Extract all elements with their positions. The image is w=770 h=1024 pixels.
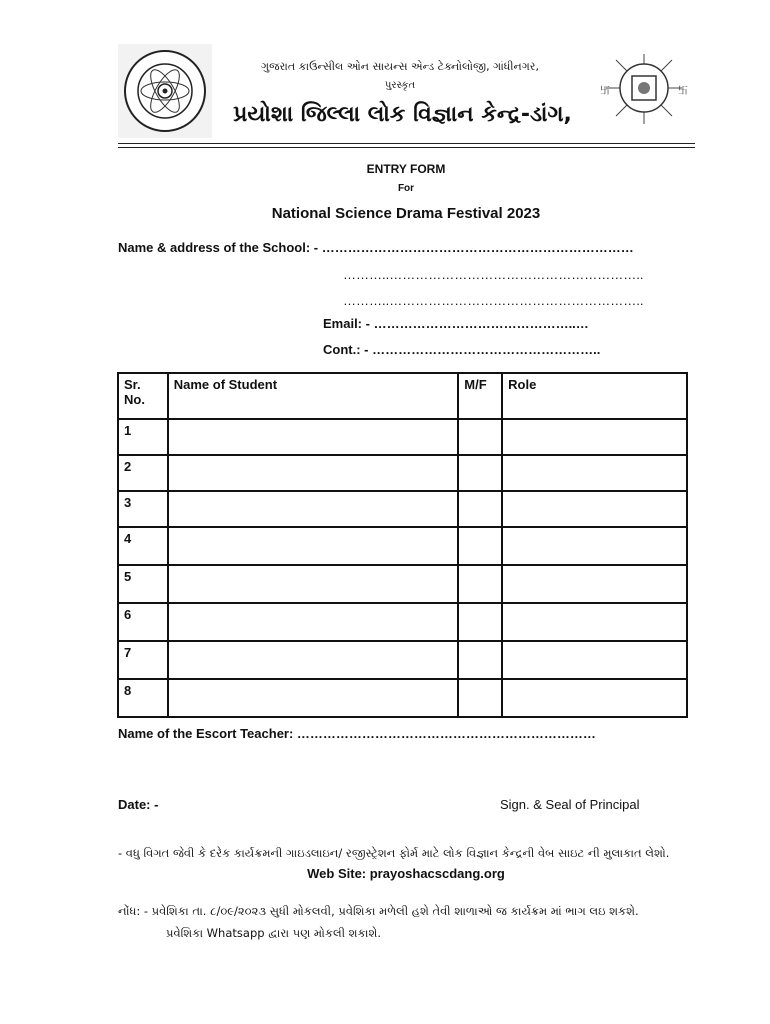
student-name-cell[interactable] [168, 603, 459, 641]
student-table [117, 372, 688, 718]
contact-field[interactable]: Cont.: - …………………………………………….. [323, 342, 601, 357]
role-cell[interactable] [502, 455, 687, 491]
header-rule [118, 143, 695, 144]
left-logo [118, 44, 212, 138]
sr-no: 1 [118, 419, 168, 455]
gender-cell[interactable] [458, 641, 502, 679]
svg-text:卐: 卐 [600, 86, 610, 97]
header-line2: પુરસ્કૃત [384, 80, 416, 91]
gender-cell[interactable] [458, 491, 502, 527]
header-title: પ્રયોશા જિલ્લા લોક વિજ્ઞાન કેન્દ્ર-ડાંગ, [233, 102, 572, 127]
sr-no: 4 [118, 527, 168, 565]
header-line1: ગુજરાત કાઉન્સીલ ઓન સાયન્સ એન્ડ ટેક્નોલોજી, ગાંધીનગર, [261, 60, 539, 73]
student-name-cell[interactable] [168, 455, 459, 491]
whatsapp-note: પ્રવેશિકા Whatsapp દ્વારા પણ મોકલી શકાશે. [166, 926, 382, 940]
gender-cell[interactable] [458, 565, 502, 603]
festival-title: National Science Drama Festival 2023 [271, 205, 541, 222]
table-row [118, 527, 687, 565]
header-rule-thin [118, 147, 695, 148]
gender-cell[interactable] [458, 455, 502, 491]
right-logo [592, 46, 696, 136]
table-row [118, 455, 687, 491]
column-header: Name of Student [168, 373, 459, 419]
gender-cell[interactable] [458, 527, 502, 565]
student-name-cell[interactable] [168, 491, 459, 527]
table-row [118, 641, 687, 679]
deadline-note: નોંધ: - પ્રવેશિકા તા. ૮/૦૯/૨૦૨૩ સુધી મોકલવી, પ્રવેશિકા મળેલી હશે તેવી શાળાઓ જ કાર્યક્રમ માં ભાગ લઇ શકશે. [118, 904, 639, 918]
student-name-cell[interactable] [168, 527, 459, 565]
gender-cell[interactable] [458, 603, 502, 641]
column-header: Role [502, 373, 687, 419]
table-header-row [118, 373, 687, 419]
sr-no: 7 [118, 641, 168, 679]
role-cell[interactable] [502, 491, 687, 527]
sr-no: 3 [118, 491, 168, 527]
student-name-cell[interactable] [168, 679, 459, 717]
column-header: Sr. No. [118, 373, 168, 419]
role-cell[interactable] [502, 419, 687, 455]
website-link[interactable]: Web Site: prayoshacscdang.org [307, 866, 505, 881]
form-heading: ENTRY FORM [366, 162, 446, 176]
role-cell[interactable] [502, 527, 687, 565]
role-cell[interactable] [502, 603, 687, 641]
gender-cell[interactable] [458, 679, 502, 717]
svg-text:卐: 卐 [678, 86, 688, 97]
student-name-cell[interactable] [168, 565, 459, 603]
sr-no: 8 [118, 679, 168, 717]
school-field[interactable]: Name & address of the School: - ……………………………………………………………… [118, 240, 634, 255]
column-header: M/F [458, 373, 502, 419]
table-row [118, 491, 687, 527]
form-for: For [397, 183, 415, 194]
email-field[interactable]: Email: - ………………………………………..… [323, 316, 589, 331]
table-row [118, 679, 687, 717]
sr-no: 6 [118, 603, 168, 641]
date-field[interactable]: Date: - [118, 797, 159, 812]
table-row [118, 565, 687, 603]
role-cell[interactable] [502, 679, 687, 717]
sr-no: 2 [118, 455, 168, 491]
principal-signature-label: Sign. & Seal of Principal [500, 797, 640, 812]
sr-no: 5 [118, 565, 168, 603]
guideline-note: - વધુ વિગત જેવી કે દરેક કાર્યક્રમની ગાઇડલાઇન/ રજીસ્ટ્રેશન ફોર્મ માટે લોક વિજ્ઞાન કેન્દ્રની વેબ સાઇટ ની મુલાકાત લેશો. [118, 846, 670, 860]
student-name-cell[interactable] [168, 641, 459, 679]
student-name-cell[interactable] [168, 419, 459, 455]
school-address-line[interactable]: ………..………………………………………………….. [343, 267, 644, 282]
school-address-line[interactable]: ………..………………………………………………….. [343, 293, 644, 308]
role-cell[interactable] [502, 641, 687, 679]
role-cell[interactable] [502, 565, 687, 603]
table-row [118, 603, 687, 641]
gender-cell[interactable] [458, 419, 502, 455]
table-row [118, 419, 687, 455]
escort-teacher-field[interactable]: Name of the Escort Teacher: …………………………………………………………… [118, 726, 596, 741]
